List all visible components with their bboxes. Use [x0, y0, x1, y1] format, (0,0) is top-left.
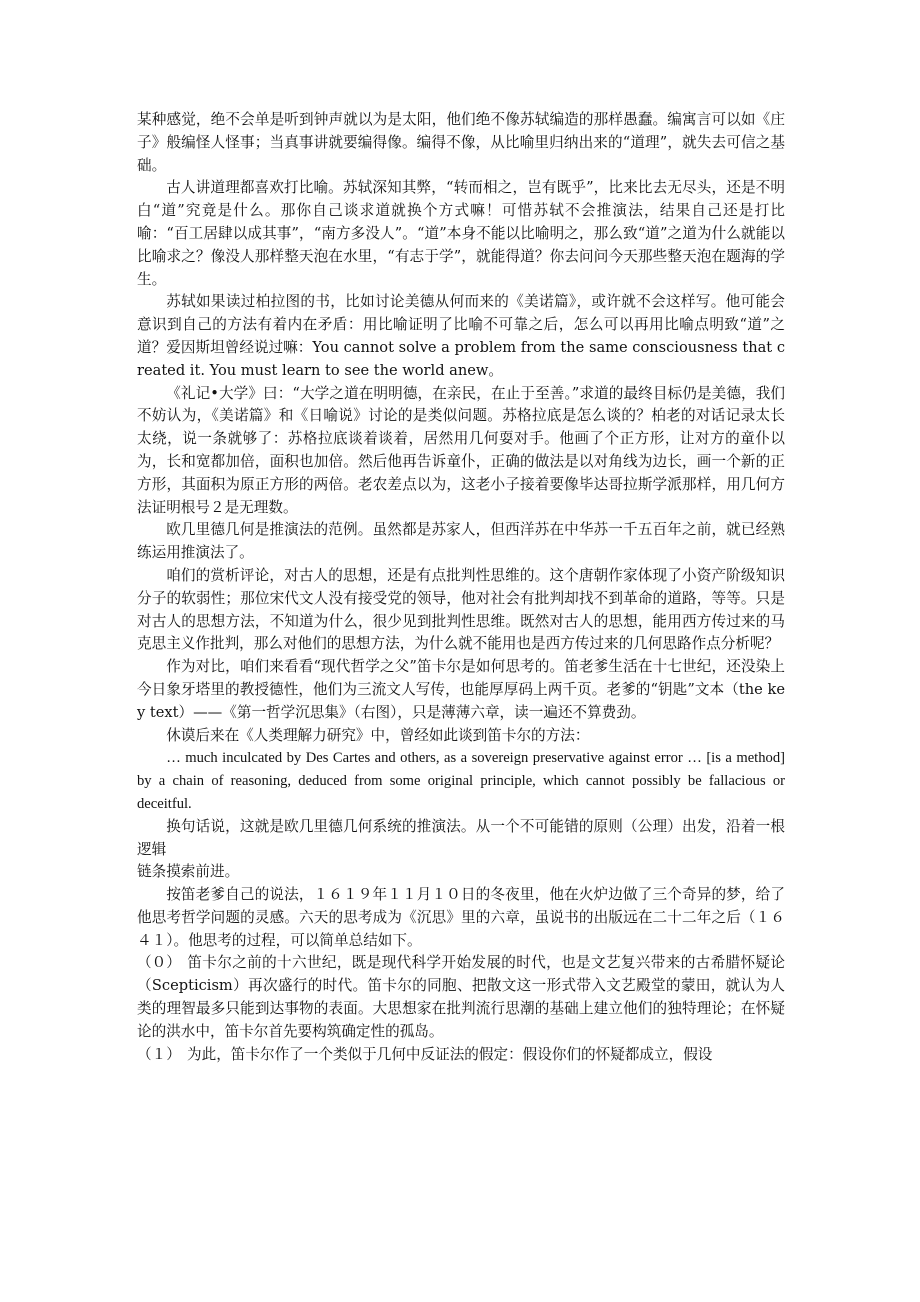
item-number: （１）: [137, 1045, 181, 1063]
item-number: （０）: [137, 954, 181, 972]
document-page: [137, 109, 785, 1066]
paragraph-chain-continuation: 链条摸索前进。: [137, 863, 240, 881]
paragraph-sushi-fable: 某种感觉，绝不会单是听到钟声就以为是太阳，他们绝不像苏轼编造的那样愚蠢。编寓言可以如《庄子》般编怪人怪事；当真事讲就要编得像。编得不像，从比喻里归纳出来的“道理”，就失去可信之基础。: [137, 111, 785, 174]
item-text: 为此，笛卡尔作了一个类似于几何中反证法的假定：假设你们的怀疑都成立，假设: [187, 1045, 713, 1063]
paragraph-euclid: 欧几里德几何是推演法的范例。虽然都是苏家人，但西洋苏在中华苏一千五百年之前，就已经熟练运用推演法了。: [137, 521, 785, 562]
hume-quote: … much inculcated by Des Cartes and others, as a sovereign preservative against error … [is a method] by a chain of reasoning, deduced from some original principle, which cannot possibly be fallacious or deceitful.: [137, 750, 785, 812]
paragraph-dreams: 按笛老爹自己的说法，１６１９年１１月１０日的冬夜里，他在火炉边做了三个奇异的梦，给了他思考哲学问题的灵感。六天的思考成为《沉思》里的六章，虽说书的出版远在二十二年之后（１６４１）。他思考的过程，可以简单总结如下。: [137, 886, 785, 949]
paragraph-great-learning: 《礼记•大学》曰：“大学之道在明明德，在亲民，在止于至善。”求道的最终目标仍是美德，我们不妨认为，《美诺篇》和《日喻说》讨论的是类似问题。苏格拉底是怎么谈的？柏老的对话记录太长太绕，说一条就够了：苏格拉底谈着谈着，居然用几何耍对手。他画了个正方形，让对方的童仆以为，长和宽都加倍，面积也加倍。然后他再告诉童仆，正确的做法是以对角线为边长，画一个新的正方形，其面积为原正方形的两倍。老农差点以为，这老小子接着要像毕达哥拉斯学派那样，用几何方法证明根号２是无理数。: [137, 384, 785, 516]
numbered-item-1: [137, 1044, 785, 1067]
paragraph-plato: 苏轼如果读过柏拉图的书，比如讨论美德从何而来的《美诺篇》，或许就不会这样写。他可能会意识到自己的方法有着内在矛盾：用比喻证明了比喻不可靠之后，怎么可以再用比喻点明致“道”之道？爱因斯坦曾经说过嘛：You cannot solve a problem from the same consciousness that created it. You must learn to see the world anew。: [137, 293, 785, 379]
paragraph-critique: 咱们的赏析评论，对古人的思想，还是有点批判性思维的。这个唐朝作家体现了小资产阶级知识分子的软弱性；那位宋代文人没有接受党的领导，他对社会有批判却找不到革命的道路，等等。只是对古人的思想方法，不知道为什么，很少见到批判性思维。既然对古人的思想，能用西方传过来的马克思主义作批判，那么对他们的思想方法，为什么就不能用也是西方传过来的几何思路作点分析呢？: [137, 566, 785, 653]
paragraph-descartes: 作为对比，咱们来看看“现代哲学之父”笛卡尔是如何思考的。笛老爹生活在十七世纪，还没染上今日象牙塔里的教授德性，他们为三流文人写传，也能厚厚码上两千页。老爹的“钥匙”文本（the key text）——《第一哲学沉思集》（右图），只是薄薄六章，读一遍还不算费劲。: [137, 658, 785, 721]
numbered-item-0: [137, 952, 785, 1043]
item-text: 笛卡尔之前的十六世纪，既是现代科学开始发展的时代，也是文艺复兴带来的古希腊怀疑论（Scepticism）再次盛行的时代。笛卡尔的同胞、把散文这一形式带入文艺殿堂的蒙田，就认为人类的理智最多只能到达事物的表面。大思想家在批判流行思潮的基础上建立他们的独特理论；在怀疑论的洪水中，笛卡尔首先要构筑确定性的孤岛。: [137, 954, 785, 1040]
paragraph-euclid-method: 换句话说，这就是欧几里德几何系统的推演法。从一个不可能错的原则（公理）出发，沿着一根逻辑: [137, 817, 785, 858]
paragraph-hume: 休谟后来在《人类理解力研究》中，曾经如此谈到笛卡尔的方法：: [166, 726, 590, 744]
paragraph-metaphor: 古人讲道理都喜欢打比喻。苏轼深知其弊，“转而相之，岂有既乎”，比来比去无尽头，还是不明白“道”究竟是什么。那你自己谈求道就换个方式嘛！可惜苏轼不会推演法，结果自己还是打比喻：“百工居肆以成其事”，“南方多没人”。“道”本身不能以比喻明之，那么致“道”之道为什么就能以比喻求之？像没人那样整天泡在水里，“有志于学”，就能得道？你去问问今天那些整天泡在题海的学生。: [137, 179, 785, 288]
